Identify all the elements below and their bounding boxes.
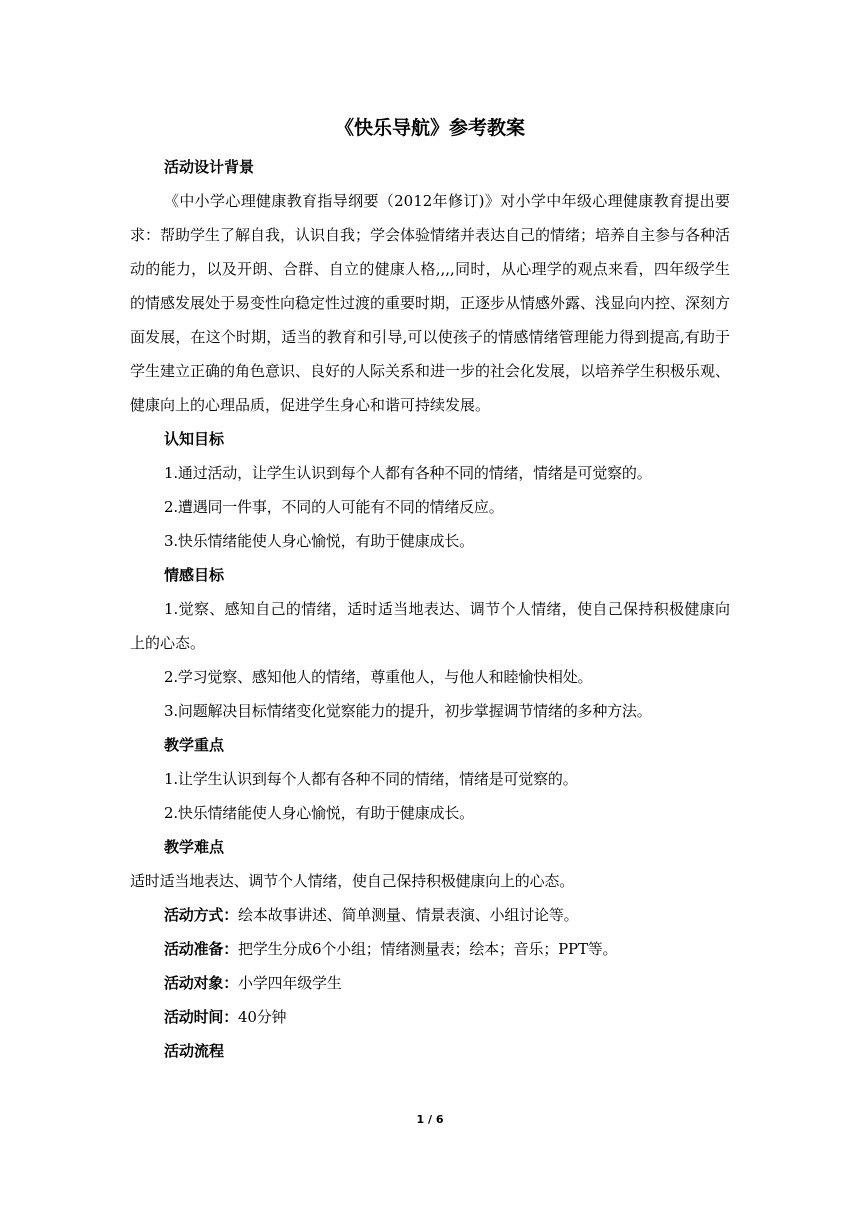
section-heading-process: 活动流程 [164, 1042, 225, 1060]
emotional-goal-item: 3.问题解决目标情绪变化觉察能力的提升，初步掌握调节情绪的多种方法。 [164, 702, 652, 720]
section-heading-cognitive-goals: 认知目标 [164, 430, 225, 448]
cognitive-goal-item: 1.通过活动，让学生认识到每个人都有各种不同的情绪，情绪是可觉察的。 [164, 464, 652, 482]
activity-method-line [130, 898, 730, 932]
background-paragraph: 《中小学心理健康教育指导纲要（2012年修订)》对小学中年级心理健康教育提出要求：帮助学生了解自我，认识自我；学会体验情绪并表达自己的情绪；培养自主参与各种活动的能力，以及开朗、合群、自立的健康人格,,,,同时，从心理学的观点来看，四年级学生的情感发展处于易变性向稳定性过渡的重要时期，正逐步从情感外露、浅显向内控、深刻方面发展，在这个时期，适当的教育和引导,可以使孩子的情感情绪管理能力得到提高,有助于学生建立正确的角色意识、良好的人际关系和进一步的社会化发展，以培养学生积极乐观、健康向上的心理品质，促进学生身心和谐可持续发展。 [130, 192, 731, 414]
activity-preparation-value: 把学生分成6个小组；情绪测量表；绘本；音乐；PPT等。 [238, 940, 618, 958]
cognitive-goal-item: 2.遭遇同一件事，不同的人可能有不同的情绪反应。 [164, 498, 504, 516]
activity-duration-value: 40分钟 [238, 1008, 287, 1026]
activity-audience-value: 小学四年级学生 [238, 974, 342, 992]
section-heading-background: 活动设计背景 [164, 158, 255, 176]
activity-preparation-label: 活动准备： [164, 940, 239, 958]
activity-method-label: 活动方式： [164, 906, 239, 924]
activity-method-value: 绘本故事讲述、简单测量、情景表演、小组讨论等。 [238, 906, 579, 924]
section-heading-key-points: 教学重点 [164, 736, 225, 754]
key-point-item: 1.让学生认识到每个人都有各种不同的情绪，情绪是可觉察的。 [164, 770, 578, 788]
difficulties-text: 适时适当地表达、调节个人情绪，使自己保持积极健康向上的心态。 [130, 872, 575, 890]
document-title: 《快乐导航》参考教案 [334, 117, 525, 139]
page-number: 1 / 6 [416, 1113, 444, 1126]
section-heading-emotional-goals: 情感目标 [164, 566, 225, 584]
activity-duration-label: 活动时间： [164, 1008, 239, 1026]
emotional-goal-item: 2.学习觉察、感知他人的情绪，尊重他人，与他人和睦愉快相处。 [164, 668, 593, 686]
activity-preparation-line [130, 932, 730, 966]
emotional-goal-item: 1.觉察、感知自己的情绪，适时适当地表达、调节个人情绪，使自己保持积极健康向上的心态。 [130, 600, 730, 652]
activity-duration-line [130, 1000, 730, 1034]
section-heading-difficulties: 教学难点 [164, 838, 225, 856]
activity-audience-label: 活动对象： [164, 974, 239, 992]
document-body [130, 150, 730, 1068]
key-point-item: 2.快乐情绪能使人身心愉悦，有助于健康成长。 [164, 804, 474, 822]
cognitive-goal-item: 3.快乐情绪能使人身心愉悦，有助于健康成长。 [164, 532, 474, 550]
activity-audience-line [130, 966, 730, 1000]
